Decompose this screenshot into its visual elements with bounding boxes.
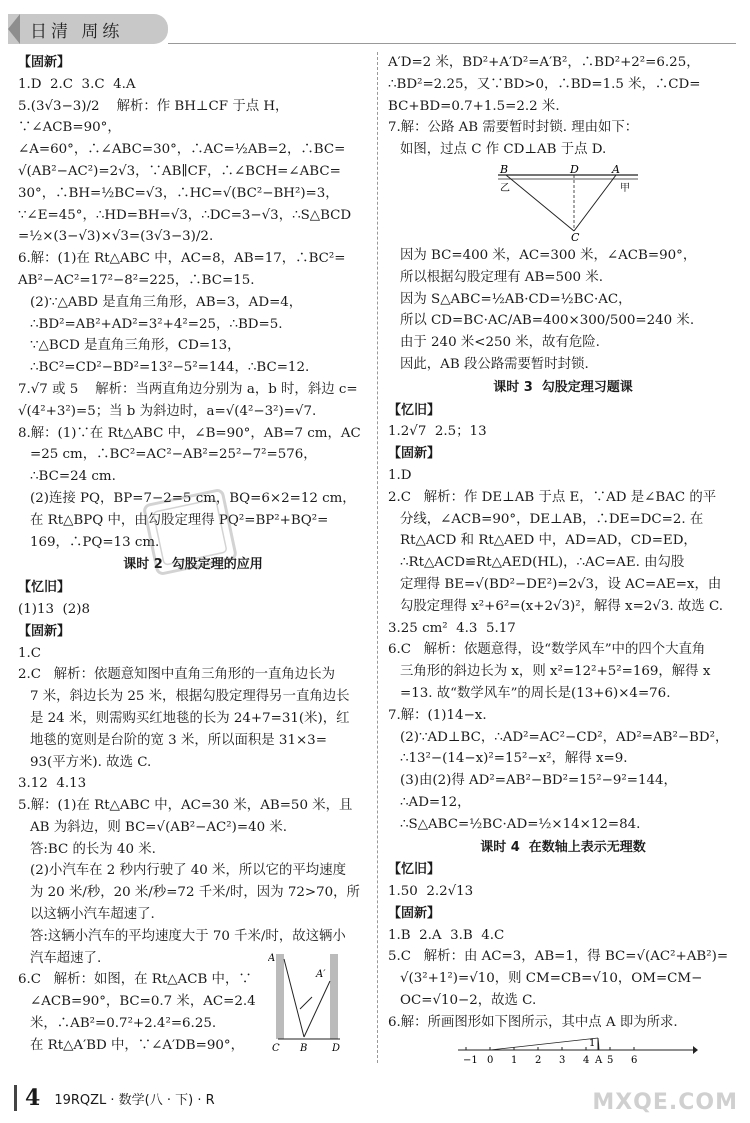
answer-line: ∠ACB=90°，BC=0.7 米，AC=2.4 — [30, 994, 256, 1010]
answer-line: 勾股定理得 x²+6²=(x+2√3)²，解得 x=2√3. 故选 C. — [400, 598, 723, 614]
number-line — [458, 1036, 698, 1066]
answer-line: 定理得 BE=√(BD²−DE²)=2√3，设 AC=AE=x，由 — [400, 576, 722, 592]
number-line-tick-label: 2 — [535, 1054, 542, 1066]
road-label: D — [570, 162, 579, 176]
right-column — [388, 52, 738, 1070]
answer-line: AB²−AC²=17²−8²=225，∴BC=15. — [18, 272, 255, 288]
road-label: A — [612, 162, 620, 176]
answer-line: ∠A=60°，∴∠ABC=30°，∴AC=½AB=2，∴BC= — [18, 142, 346, 158]
lesson-title: 课时 4 在数轴上表示无理数 — [480, 839, 646, 855]
answer-line: 地毯的宽则是台阶的宽 3 米，所以面积是 31×3= — [30, 732, 327, 748]
answer-line: 6.解：(1)在 Rt△ABC 中，AC=8，AB=17，∴BC²= — [18, 251, 346, 267]
answer-line: 在 Rt△A′BD 中，∵∠A′DB=90°， — [30, 1037, 244, 1053]
answer-line: ∴S△ABC=½BC·AD=½×14×12=84. — [400, 816, 641, 832]
section-tag: 【固新】 — [18, 55, 71, 70]
answer-line: OC=√10−2，故选 C. — [400, 993, 537, 1009]
page-footer — [14, 1085, 215, 1111]
answer-line: 7.√7 或 5 解析：当两直角边分别为 a，b 时，斜边 c= — [18, 381, 358, 397]
ladder-figure — [268, 949, 348, 1062]
answer-line: (2)连接 PQ，BP=7−2=5 cm，BQ=6×2=12 cm， — [30, 490, 356, 506]
answer-line: 所以 CD=BC·AC/AB=400×300/500=240 米. — [400, 313, 695, 329]
number-line-figure — [388, 1036, 738, 1066]
road-figure — [388, 163, 738, 241]
number-line-tick-label: 0 — [487, 1054, 494, 1066]
answer-line: A′D=2 米，BD²+A′D²=A′B²，∴BD²+2²=6.25， — [388, 55, 700, 70]
answer-line: 为 20 米/秒，20 米/秒=72 千米/时，因为 72>70，所 — [30, 885, 360, 901]
answer-line: 5.C 解析：由 AC=3，AB=1，得 BC=√(AC²+AB²)= — [388, 949, 729, 965]
section-tag: 【固新】 — [388, 905, 441, 921]
number-line-tick-label: 5 — [607, 1054, 614, 1066]
answer-line: 分线，∠ACB=90°，DE⊥AB，∴DE=DC=2. 在 — [400, 511, 704, 527]
road-label: 甲 — [620, 182, 630, 194]
answer-line: 在 Rt△BPQ 中，由勾股定理得 PQ²=BP²+BQ²= — [30, 512, 329, 528]
answer-line: 5.解：(1)在 Rt△ABC 中，AC=30 米，AB=50 米，且 — [18, 798, 353, 814]
road-label: C — [571, 230, 580, 241]
answer-line: √(4²+3²)=5；当 b 为斜边时，a=√(4²−3²)=√7. — [18, 403, 317, 419]
answer-line: 是 24 米，则需购买红地毯的长为 24+7=31(米)，红 — [30, 710, 350, 726]
road-label: 乙 — [500, 182, 510, 194]
stamp-watermark — [130, 482, 250, 592]
answer-line: 1.D — [388, 467, 412, 483]
answer-line: 以这辆小汽车超速了. — [30, 907, 155, 923]
answer-line: =½×(3−√3)×√3=(3√3−3)/2. — [18, 229, 214, 245]
answer-line: 93(平方米). 故选 C. — [30, 754, 152, 770]
number-line-tick-label: 1 — [511, 1054, 518, 1066]
ladder-label: D — [332, 1043, 341, 1054]
answer-line: ∴BD²=2.25，又∵BD>0，∴BD=1.5 米，∴CD= — [388, 76, 701, 92]
answer-line: (1)13 (2)8 — [18, 601, 91, 617]
answer-line: ∴13²−(14−x)²=15²−x²，解得 x=9. — [400, 751, 628, 767]
answer-line: ∴AD=12， — [400, 794, 471, 810]
number-line-tick-label: 6 — [631, 1054, 638, 1066]
answer-line: 6.解：所画图形如下图所示，其中点 A 即为所求. — [388, 1014, 678, 1030]
answer-line: BC+BD=0.7+1.5=2.2 米. — [388, 98, 560, 114]
answer-line: 30°，∴BH=½BC=√3，∴HC=√(BC²−BH²)=3， — [18, 185, 339, 201]
number-line-tick-label: 4 — [583, 1054, 590, 1066]
header-tab — [8, 14, 168, 44]
answer-line: AB 为斜边，则 BC=√(AB²−AC²)=40 米. — [30, 819, 288, 835]
answer-line: √(3²+1²)=√10，则 CM=CB=√10，OM=CM− — [400, 971, 703, 987]
page-number: 4 — [14, 1085, 40, 1111]
ladder-diagram — [268, 949, 348, 1054]
answer-line: 1.B 2.A 3.B 4.C — [388, 927, 505, 943]
answer-line: 1.C — [18, 645, 42, 661]
column-divider — [377, 52, 378, 1063]
answer-line: Rt△ACD 和 Rt△AED 中，AD=AD，CD=ED， — [400, 533, 697, 549]
answer-line: 汽车超速了. — [30, 950, 102, 966]
answer-line: ∵∠E=45°，∴HD=BH=√3，∴DC=3−√3，∴S△BCD — [18, 207, 352, 223]
answer-line: ∴BD²=AB²+AD²=3²+4²=25，∴BD=5. — [30, 316, 283, 332]
site-watermark: MXQE.COM — [592, 1090, 738, 1115]
answer-line: 3.25 cm² 4.3 5.17 — [388, 620, 516, 636]
section-tag: 【忆旧】 — [388, 862, 441, 878]
answer-line: 2.C 解析：作 DE⊥AB 于点 E，∵AD 是∠BAC 的平 — [388, 489, 717, 505]
answer-line: (3)由(2)得 AD²=AB²−BD²=15²−9²=144， — [400, 773, 677, 789]
lesson-title: 课时 3 勾股定理习题课 — [493, 379, 633, 395]
road-label: B — [500, 162, 509, 176]
answer-line: 3.12 4.13 — [18, 776, 87, 792]
answer-line: =13. 故“数学风车”的周长是(13+6)×4=76. — [400, 685, 671, 701]
answer-line: =25 cm，∴BC²=AC²−AB²=25²−7²=576， — [30, 447, 317, 463]
section-tag: 【固新】 — [388, 446, 441, 462]
answer-line: 因为 BC=400 米，AC=300 米，∠ACB=90°， — [400, 247, 697, 263]
answer-line: 如图，过点 C 作 CD⊥AB 于点 D. — [400, 142, 607, 158]
answer-line: 三角形的斜边长为 x，则 x²=12²+5²=169，解得 x — [400, 664, 711, 680]
svg-text:1: 1 — [589, 1037, 596, 1049]
answer-line: 答:这辆小汽车的平均速度大于 70 千米/时，故这辆小 — [30, 928, 346, 944]
ladder-label: B — [300, 1043, 308, 1054]
footer-series: 19RQZL · 数学(八 · 下) · R — [54, 1092, 215, 1108]
ladder-label: A′ — [316, 969, 326, 980]
answer-line: ∴Rt△ACD≌Rt△AED(HL)，∴AC=AE. 由勾股 — [400, 555, 685, 571]
answer-line: 1.D 2.C 3.C 4.A — [18, 76, 136, 92]
number-line-tick-label: 3 — [559, 1054, 566, 1066]
answer-line: √(AB²−AC²)=2√3，∵AB∥CF，∴∠BCH=∠ABC= — [18, 163, 341, 179]
section-tag: 【忆旧】 — [388, 402, 441, 418]
answer-line: (2)小汽车在 2 秒内行驶了 40 米，所以它的平均速度 — [30, 863, 346, 879]
answer-line: 6.C 解析：如图，在 Rt△ACB 中，∵ — [18, 972, 252, 988]
road-diagram — [488, 163, 648, 241]
answer-line: 因为 S△ABC=½AB·CD=½BC·AC， — [400, 291, 632, 307]
answer-line: ∴BC²=CD²−BD²=13²−5²=144，∴BC=12. — [30, 360, 310, 376]
answer-line: 7.解：公路 AB 需要暂时封锁. 理由如下： — [388, 120, 639, 136]
number-line-tick-label: −1 — [463, 1054, 478, 1066]
number-line-tick-label: A — [595, 1054, 603, 1066]
answer-line: 8.解：(1)∵在 Rt△ABC 中，∠B=90°，AB=7 cm，AC — [18, 425, 361, 441]
section-tag: 【固新】 — [18, 623, 71, 639]
answer-line: (2)∵AD⊥BC，∴AD²=AC²−CD²，AD²=AB²−BD²， — [400, 729, 729, 745]
answer-line: ∴BC=24 cm. — [30, 469, 116, 485]
header-rule — [168, 43, 736, 44]
page-header-title: 日清 周练 — [30, 21, 124, 42]
answer-line: 169，∴PQ=13 cm. — [30, 534, 160, 550]
answer-line: 5.(3√3−3)/2 解析：作 BH⊥CF 于点 H，∵∠ACB=90°， — [18, 98, 289, 136]
answer-line: 1.50 2.2√13 — [388, 884, 474, 900]
answer-line: 7 米，斜边长为 25 米，根据勾股定理得另一直角边长 — [30, 689, 350, 705]
ladder-label: A — [268, 953, 276, 964]
answer-line: 因此，AB 段公路需要暂时封锁. — [400, 356, 589, 372]
answer-line: 6.C 解析：依题意得，设“数学风车”中的四个大直角 — [388, 642, 706, 658]
answer-line: 由于 240 米<250 米，故有危险. — [400, 335, 600, 351]
answer-line: 7.解：(1)14−x. — [388, 707, 487, 723]
lesson-title: 课时 2 勾股定理的应用 — [123, 557, 263, 573]
answer-line: 所以根据勾股定理有 AB=500 米. — [400, 269, 603, 285]
answer-line: 1.2√7 2.5；13 — [388, 424, 487, 440]
answer-line: ∵△BCD 是直角三角形，CD=13， — [30, 338, 241, 354]
answer-line: 答:BC 的长为 40 米. — [30, 841, 156, 857]
answer-line: (2)∵△ABD 是直角三角形，AB=3，AD=4， — [30, 294, 303, 310]
ladder-label: C — [272, 1043, 280, 1054]
answer-line: 2.C 解析：依题意知图中直角三角形的一直角边长为 — [18, 667, 335, 683]
section-tag: 【忆旧】 — [18, 580, 71, 596]
answer-line: 米，∴AB²=0.7²+2.4²=6.25. — [30, 1016, 217, 1032]
